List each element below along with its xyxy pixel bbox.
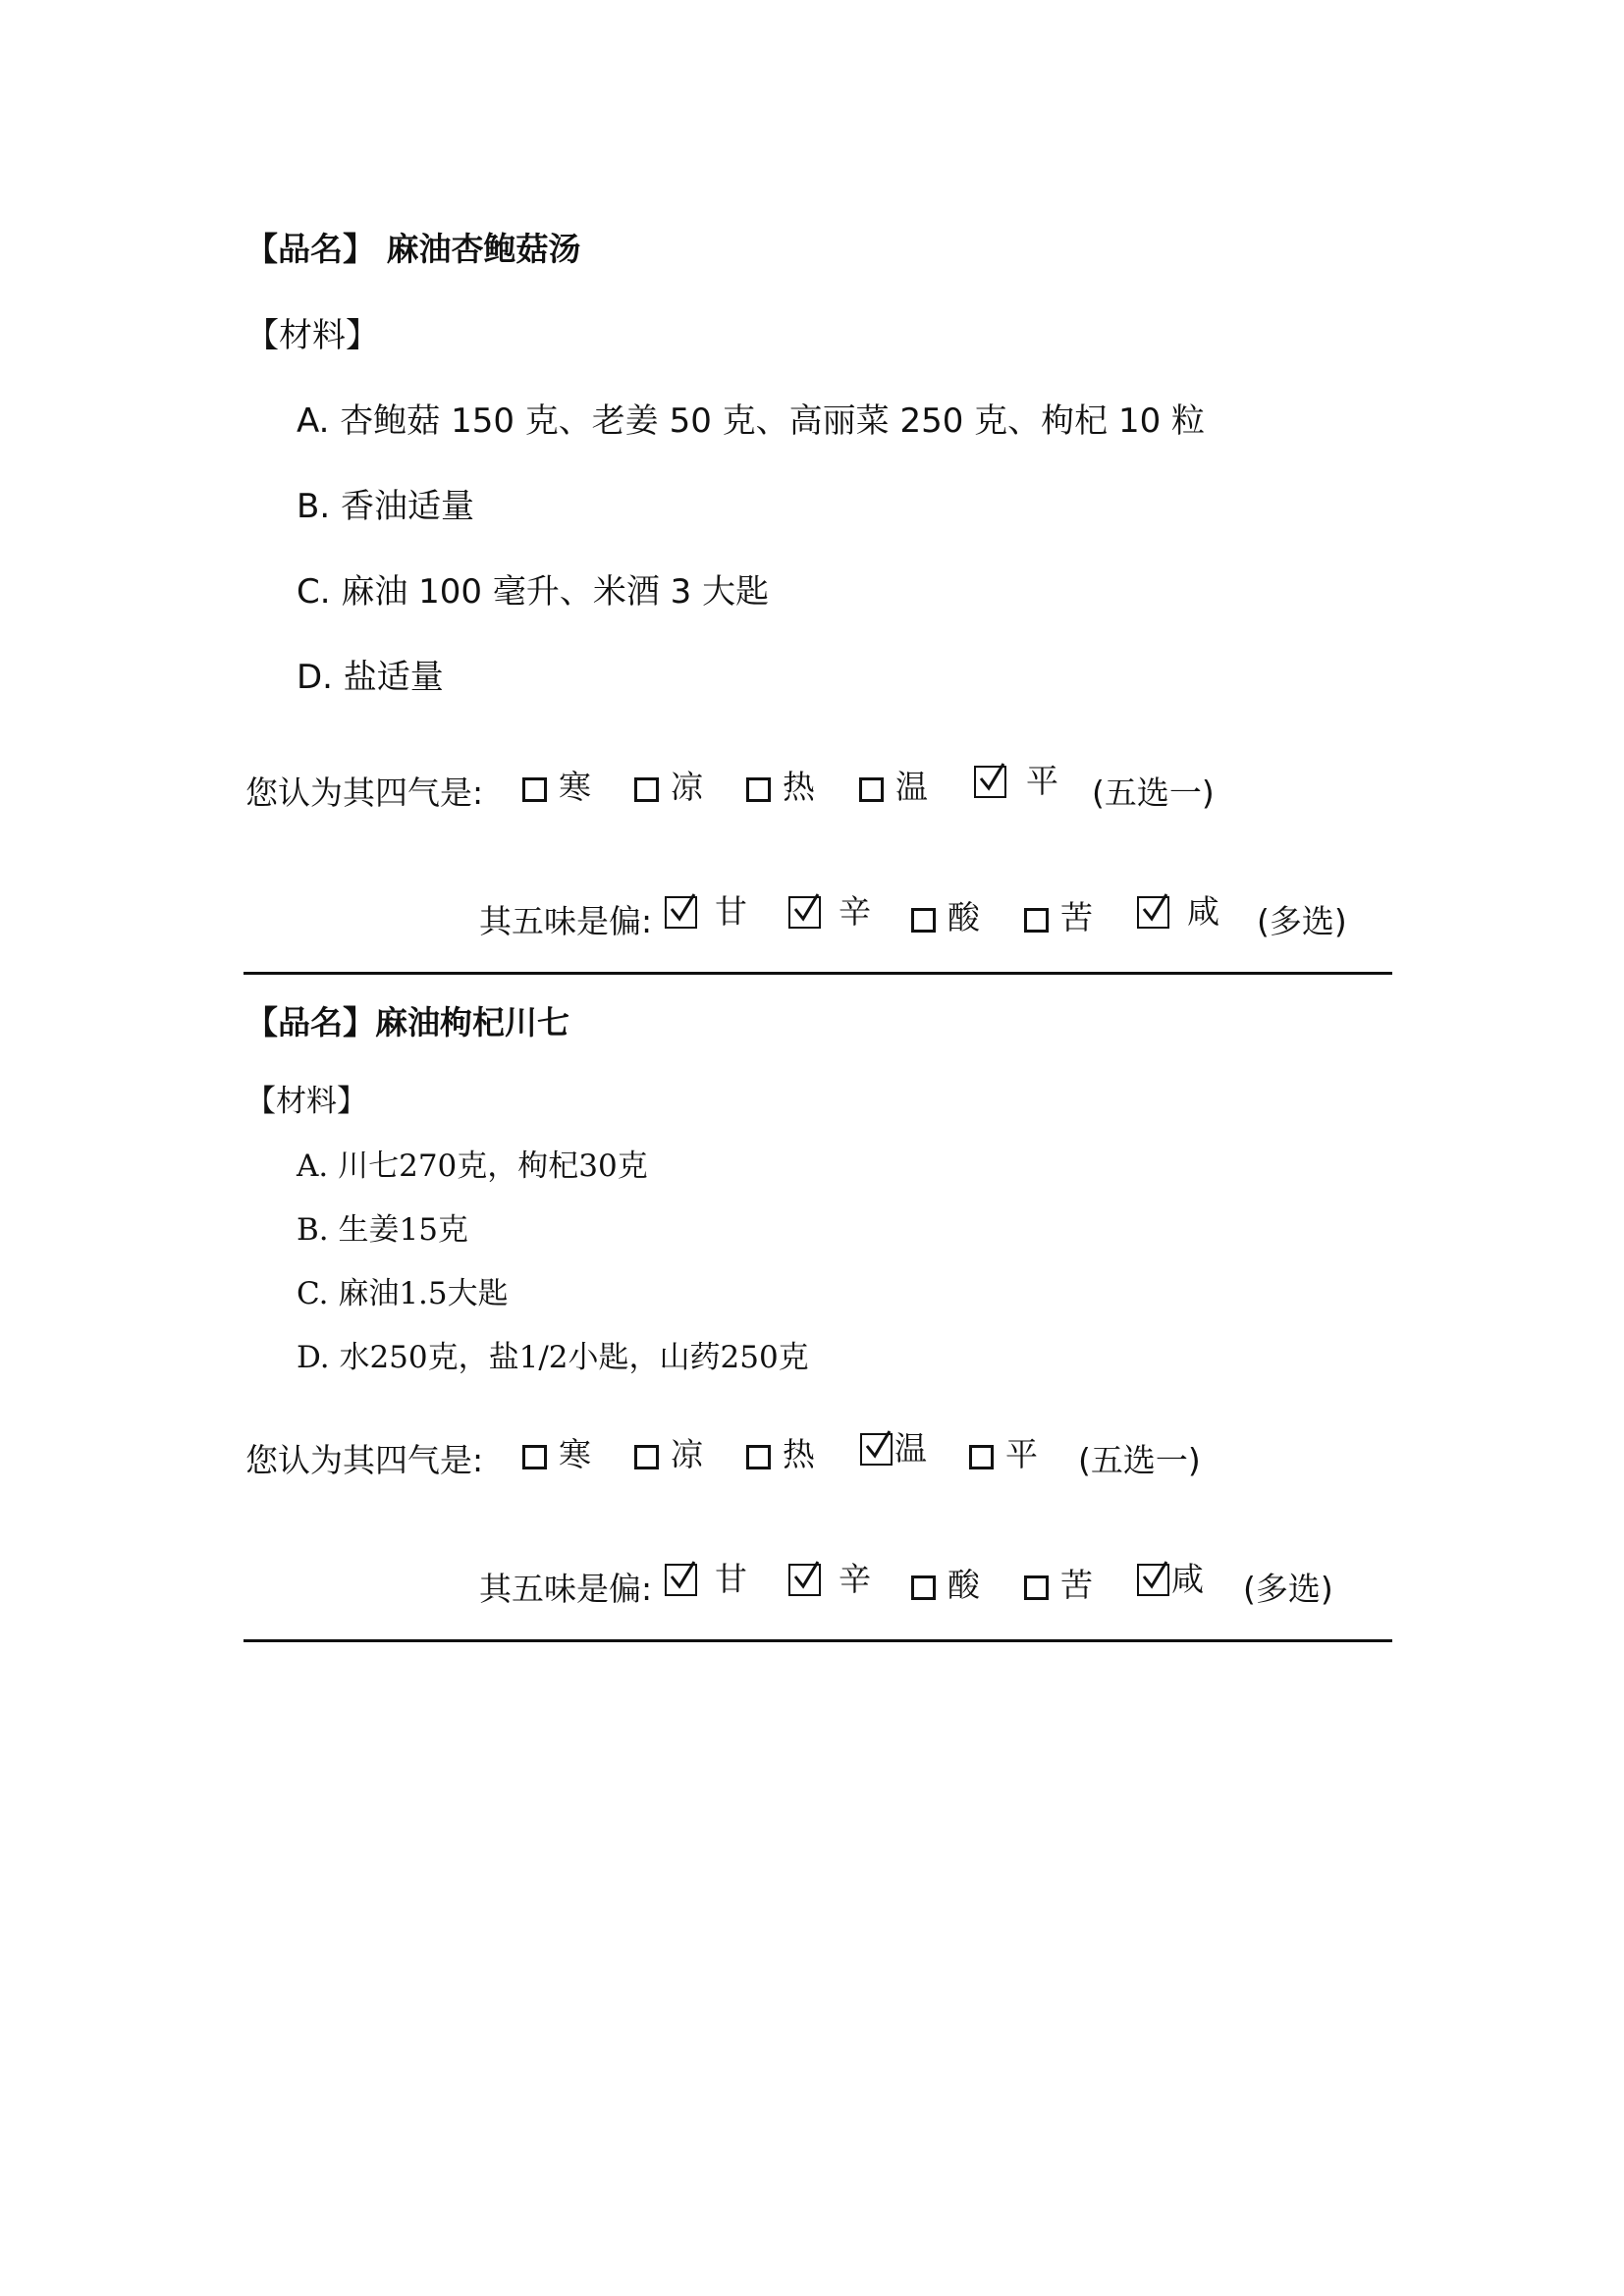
flavor-prompt: 其五味是偏: <box>479 902 653 940</box>
qi-option-cold[interactable]: 寒 <box>522 762 591 808</box>
recipe-2-item-d: D. 水250克，盐1/2小匙，山药250克 <box>297 1340 809 1375</box>
checkbox-icon[interactable] <box>1024 908 1049 933</box>
checked-checkbox-icon[interactable] <box>665 1564 697 1596</box>
recipe-1-item-b: B. 香油适量 <box>297 487 474 526</box>
flavor-option-sour[interactable]: 酸 <box>911 892 980 938</box>
section-divider <box>244 972 1392 975</box>
checked-checkbox-icon[interactable] <box>1137 1564 1169 1596</box>
checked-checkbox-icon[interactable] <box>788 896 821 929</box>
checkbox-icon[interactable] <box>522 1445 547 1469</box>
checkbox-icon[interactable] <box>969 1445 994 1469</box>
flavor-option-bitter[interactable]: 苦 <box>1024 892 1093 938</box>
qi-option-cool[interactable]: 凉 <box>634 762 703 808</box>
recipe-1-materials-label: 【材料】 <box>245 316 379 355</box>
flavor-option-pungent[interactable]: 辛 <box>788 1554 871 1600</box>
qi-option-warm[interactable]: 温 <box>859 762 928 808</box>
flavor-option-pungent[interactable]: 辛 <box>788 886 871 933</box>
qi-option-hot[interactable]: 热 <box>746 1429 815 1475</box>
flavor-option-bitter[interactable]: 苦 <box>1024 1560 1093 1606</box>
checkbox-icon[interactable] <box>911 1575 936 1600</box>
qi-prompt: 您认为其四气是: <box>245 1441 484 1479</box>
qi-option-warm[interactable]: 温 <box>860 1423 927 1469</box>
checkbox-icon[interactable] <box>634 777 659 802</box>
recipe-2-item-c: C. 麻油1.5大匙 <box>297 1276 509 1311</box>
checkbox-icon[interactable] <box>746 1445 771 1469</box>
recipe-2-title: 【品名】麻油枸杞川七 <box>245 1003 569 1041</box>
qi-option-neutral[interactable]: 平 <box>969 1429 1038 1475</box>
section-divider <box>244 1639 1392 1642</box>
flavor-option-salty[interactable]: 咸 <box>1137 1554 1204 1600</box>
qi-note: (五选一) <box>1092 774 1215 812</box>
recipe-1-item-a: A. 杏鲍菇 150 克、老姜 50 克、高丽菜 250 克、枸杞 10 粒 <box>297 401 1206 441</box>
flavor-note: (多选) <box>1257 902 1347 940</box>
checkbox-icon[interactable] <box>522 777 547 802</box>
checkbox-icon[interactable] <box>859 777 884 802</box>
qi-option-cold[interactable]: 寒 <box>522 1429 591 1475</box>
flavor-option-sour[interactable]: 酸 <box>911 1560 980 1606</box>
qi-prompt: 您认为其四气是: <box>245 774 484 812</box>
flavor-option-sweet[interactable]: 甘 <box>665 886 747 933</box>
qi-option-neutral[interactable]: 平 <box>974 756 1058 802</box>
flavor-option-salty[interactable]: 咸 <box>1137 886 1219 933</box>
recipe-1-item-d: D. 盐适量 <box>297 658 444 697</box>
recipe-1-title: 【品名】 麻油杏鲍菇汤 <box>245 230 581 268</box>
checked-checkbox-icon[interactable] <box>665 896 697 929</box>
checkbox-icon[interactable] <box>746 777 771 802</box>
qi-option-cool[interactable]: 凉 <box>634 1429 703 1475</box>
flavor-prompt: 其五味是偏: <box>479 1570 653 1608</box>
checkbox-icon[interactable] <box>634 1445 659 1469</box>
checkbox-icon[interactable] <box>1024 1575 1049 1600</box>
qi-note: (五选一) <box>1078 1441 1201 1479</box>
checkbox-icon[interactable] <box>911 908 936 933</box>
flavor-option-sweet[interactable]: 甘 <box>665 1554 747 1600</box>
checked-checkbox-icon[interactable] <box>860 1433 893 1466</box>
qi-option-hot[interactable]: 热 <box>746 762 815 808</box>
flavor-note: (多选) <box>1243 1570 1333 1608</box>
recipe-2-item-b: B. 生姜15克 <box>297 1212 468 1248</box>
recipe-2-materials-label: 【材料】 <box>245 1084 367 1119</box>
checked-checkbox-icon[interactable] <box>788 1564 821 1596</box>
checked-checkbox-icon[interactable] <box>1137 896 1169 929</box>
recipe-2-item-a: A. 川七270克，枸杞30克 <box>297 1148 648 1184</box>
recipe-1-item-c: C. 麻油 100 毫升、米酒 3 大匙 <box>297 572 770 612</box>
checked-checkbox-icon[interactable] <box>974 766 1006 798</box>
